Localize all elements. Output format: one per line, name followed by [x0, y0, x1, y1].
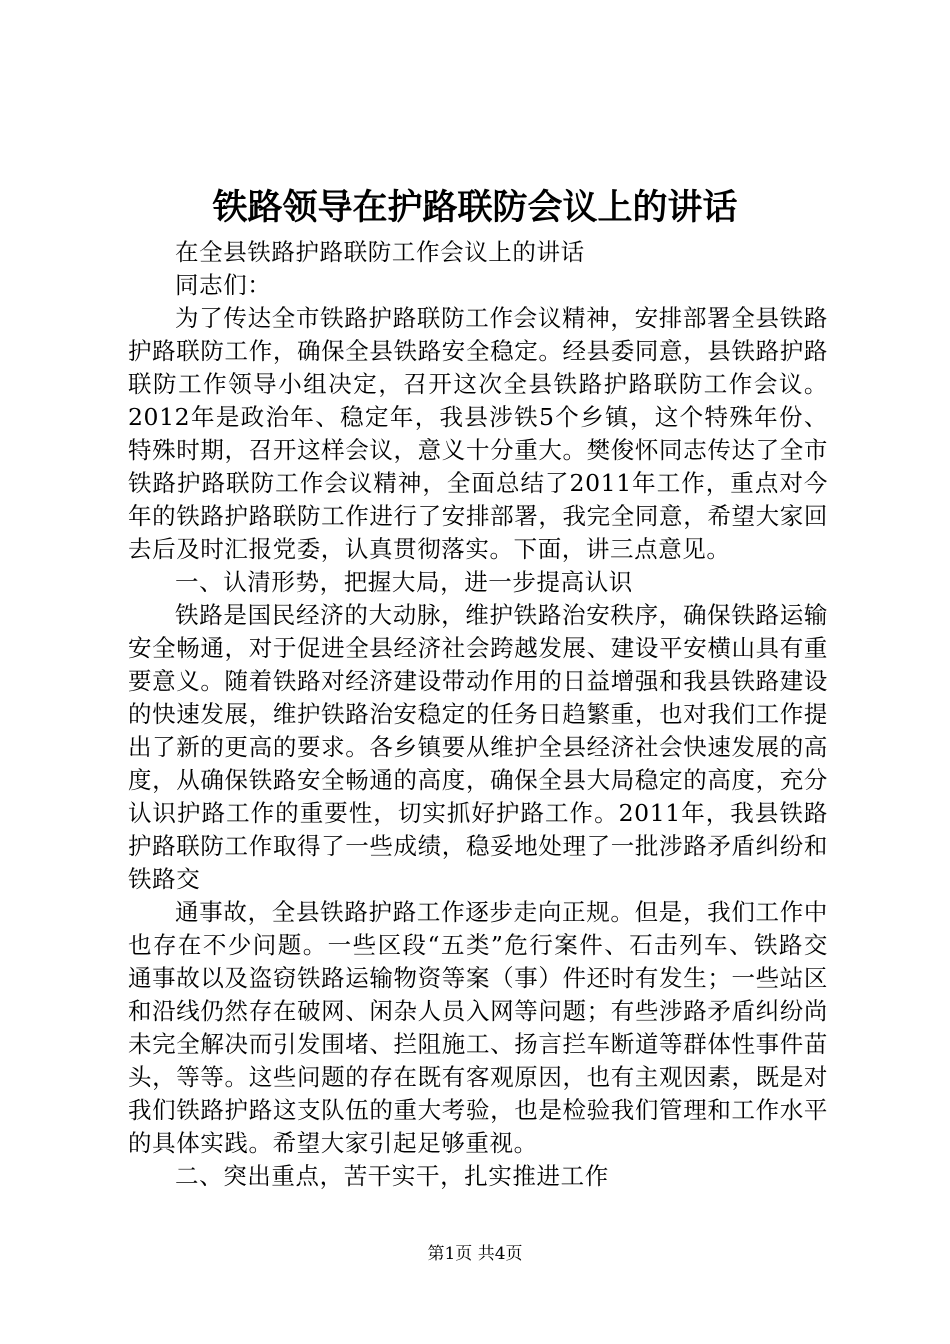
body-paragraph: 为了传达全市铁路护路联防工作会议精神，安排部署全县铁路护路联防工作，确保全县铁路安全稳定。经县委同意，县铁路护路联防工作领导小组决定，召开这次全县铁路护路联防工作会议。2012年是政治年、稳定年，我县涉铁5个乡镇，这个特殊年份、特殊时期，召开这样会议，意义十分重大。樊俊怀同志传达了全市铁路护路联防工作会议精神，全面总结了2011年工作，重点对今年的铁路护路联防工作进行了安排部署，我完全同意，希望大家回去后及时汇报党委，认真贯彻落实。下面，讲三点意见。 [128, 304, 828, 563]
body-paragraph: 通事故，全县铁路护路工作逐步走向正规。但是，我们工作中也存在不少问题。一些区段“五类”危行案件、石击列车、铁路交通事故以及盗窃铁路运输物资等案（事）件还时有发生；一些站区和沿线仍然存在破网、闲杂人员入网等问题；有些涉路矛盾纠纷尚未完全解决而引发围堵、拦阻施工、扬言拦车断道等群体性事件苗头，等等。这些问题的存在既有客观原因，也有主观因素，既是对我们铁路护路这支队伍的重大考验，也是检验我们管理和工作水平的具体实践。希望大家引起足够重视。 [128, 898, 828, 1157]
body-paragraph: 铁路是国民经济的大动脉，维护铁路治安秩序，确保铁路运输安全畅通，对于促进全县经济社会跨越发展、建设平安横山具有重要意义。随着铁路对经济建设带动作用的日益增强和我县铁路建设的快速发展，维护铁路治安稳定的任务日趋繁重，也对我们工作提出了新的更高的要求。各乡镇要从维护全县经济社会快速发展的高度，从确保铁路安全畅通的高度，确保全县大局稳定的高度，充分认识护路工作的重要性，切实抓好护路工作。2011年，我县铁路护路联防工作取得了一些成绩，稳妥地处理了一批涉路矛盾纠纷和铁路交 [128, 601, 828, 893]
section-heading-2: 二、突出重点，苦干实干，扎实推进工作 [175, 1162, 609, 1190]
document-title: 铁路领导在护路联防会议上的讲话 [212, 187, 738, 228]
salutation: 同志们： [175, 271, 272, 299]
document-body [128, 236, 828, 1193]
page-footer: 第1页 共4页 [427, 1244, 523, 1264]
section-heading-1: 一、认清形势，把握大局，进一步提高认识 [175, 568, 633, 596]
speech-heading: 在全县铁路护路联防工作会议上的讲话 [175, 238, 585, 266]
